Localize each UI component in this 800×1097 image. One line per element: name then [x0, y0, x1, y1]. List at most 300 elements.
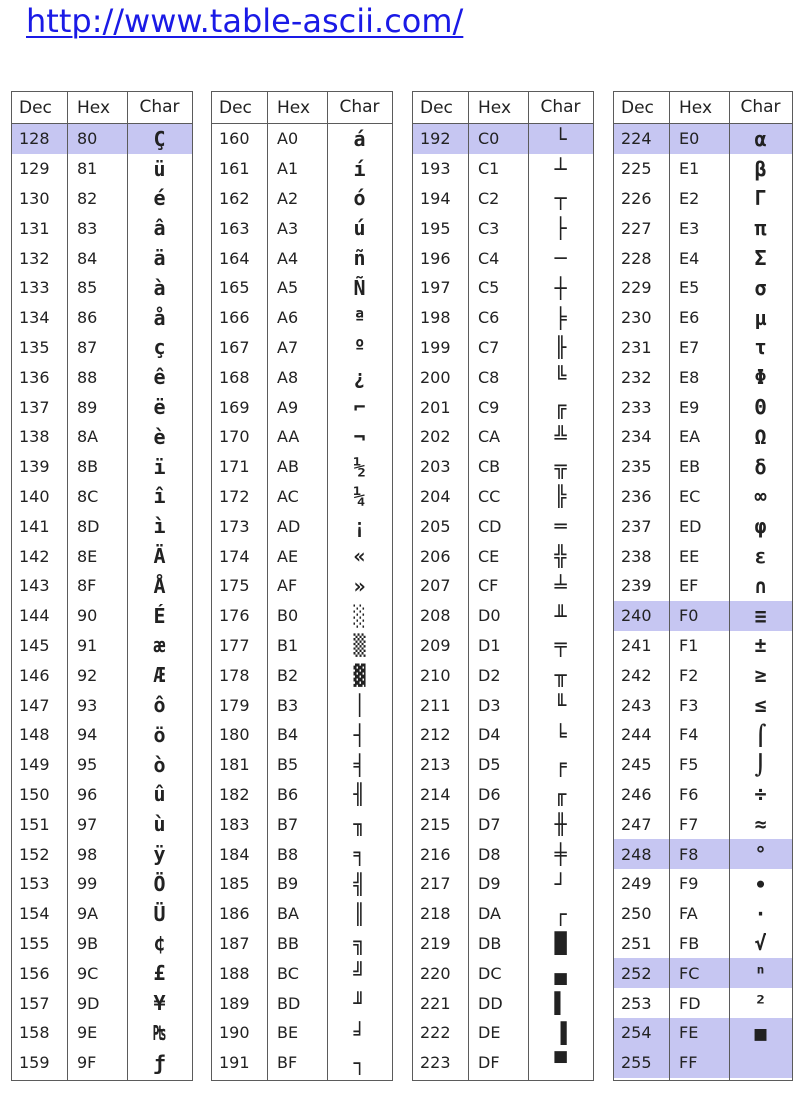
- hex-cell: E2: [679, 188, 700, 208]
- hex-cell: C2: [478, 188, 500, 208]
- dec-cell: 213: [420, 755, 451, 775]
- table-row: [12, 422, 192, 452]
- hex-cell: 91: [77, 635, 98, 655]
- dec-cell: 229: [621, 278, 652, 298]
- hex-cell: FD: [679, 993, 701, 1013]
- dec-cell: 135: [19, 337, 50, 357]
- char-cell: ü: [153, 156, 166, 181]
- char-cell: ∞: [754, 484, 767, 509]
- char-cell: ╕: [353, 842, 366, 867]
- dec-cell: 235: [621, 457, 652, 477]
- table-row: [12, 988, 192, 1018]
- dec-cell: 187: [219, 933, 250, 953]
- hex-cell: AB: [277, 457, 299, 477]
- char-cell: ╓: [554, 782, 567, 807]
- table-row: [212, 511, 392, 541]
- hex-cell: AE: [277, 546, 299, 566]
- hex-cell: 95: [77, 755, 98, 775]
- table-row: [614, 541, 792, 571]
- char-cell: │: [353, 693, 366, 718]
- hex-cell: DA: [478, 904, 501, 924]
- char-cell: °: [754, 842, 767, 867]
- dec-cell: 255: [621, 1053, 652, 1073]
- hex-cell: 99: [77, 874, 98, 894]
- hex-cell: E0: [679, 129, 700, 149]
- table-row: [212, 392, 392, 422]
- char-cell: ░: [353, 603, 366, 628]
- table-row: [212, 1018, 392, 1048]
- char-cell: σ: [754, 275, 767, 300]
- table-row: [12, 660, 192, 690]
- dec-cell: 159: [19, 1053, 50, 1073]
- char-cell: ₧: [153, 1020, 166, 1045]
- column-header-hex: Hex: [277, 97, 311, 118]
- hex-cell: 93: [77, 695, 98, 715]
- table-row: [12, 1048, 192, 1078]
- char-cell: ò: [153, 752, 166, 777]
- table-row: [413, 929, 593, 959]
- char-cell: î: [153, 484, 166, 509]
- hex-cell: A5: [277, 278, 299, 298]
- hex-cell: EF: [679, 576, 699, 596]
- hex-cell: 83: [77, 218, 98, 238]
- dec-cell: 253: [621, 993, 652, 1013]
- char-cell: Å: [153, 573, 166, 598]
- hex-cell: F8: [679, 844, 699, 864]
- char-cell: å: [153, 305, 166, 330]
- hex-cell: CB: [478, 457, 501, 477]
- table-row: [413, 184, 593, 214]
- table-row: [12, 839, 192, 869]
- char-cell: é: [153, 186, 166, 211]
- table-row: [614, 184, 792, 214]
- table-row: [12, 482, 192, 512]
- column-divider: [127, 92, 128, 1080]
- dec-cell: 179: [219, 695, 250, 715]
- dec-cell: 234: [621, 427, 652, 447]
- dec-cell: 212: [420, 725, 451, 745]
- table-row: [614, 1048, 792, 1078]
- table-row: [614, 988, 792, 1018]
- table-row: [614, 422, 792, 452]
- char-cell: ö: [153, 722, 166, 747]
- hex-cell: 90: [77, 606, 98, 626]
- hex-cell: C9: [478, 397, 500, 417]
- column-divider: [468, 92, 469, 1080]
- hex-cell: D7: [478, 814, 501, 834]
- table-row: [12, 303, 192, 333]
- hex-cell: B2: [277, 665, 299, 685]
- dec-cell: 151: [19, 814, 50, 834]
- dec-cell: 186: [219, 904, 250, 924]
- hex-cell: AF: [277, 576, 298, 596]
- char-cell: ≈: [754, 812, 767, 837]
- char-cell: Æ: [153, 663, 166, 688]
- char-cell: ▌: [554, 991, 567, 1015]
- table-row: [413, 601, 593, 631]
- table-row: [212, 869, 392, 899]
- hex-cell: F5: [679, 755, 699, 775]
- hex-cell: CD: [478, 516, 502, 536]
- char-cell: £: [153, 961, 166, 986]
- column-header-dec: Dec: [19, 97, 52, 118]
- dec-cell: 143: [19, 576, 50, 596]
- table-row: [614, 958, 792, 988]
- table-row: [413, 422, 593, 452]
- char-cell: ╢: [353, 782, 366, 807]
- table-row: [212, 273, 392, 303]
- hex-cell: DF: [478, 1053, 500, 1073]
- dec-cell: 242: [621, 665, 652, 685]
- table-row: [413, 631, 593, 661]
- table-row: [12, 720, 192, 750]
- table-row: [614, 899, 792, 929]
- hex-cell: E9: [679, 397, 700, 417]
- char-cell: ┴: [554, 156, 567, 181]
- dec-cell: 205: [420, 516, 451, 536]
- ascii-table-224-255: [613, 91, 793, 1081]
- table-row: [413, 213, 593, 243]
- dec-cell: 196: [420, 248, 451, 268]
- hex-cell: 9E: [77, 1023, 98, 1043]
- dec-cell: 180: [219, 725, 250, 745]
- hex-cell: D8: [478, 844, 501, 864]
- hex-cell: D2: [478, 665, 501, 685]
- char-cell: √: [754, 931, 767, 956]
- hex-cell: E3: [679, 218, 700, 238]
- table-row: [413, 750, 593, 780]
- dec-cell: 231: [621, 337, 652, 357]
- dec-cell: 236: [621, 486, 652, 506]
- table-row: [413, 690, 593, 720]
- table-header: [212, 92, 392, 124]
- table-row: [212, 660, 392, 690]
- hex-cell: A2: [277, 188, 299, 208]
- hex-cell: C6: [478, 308, 500, 328]
- table-row: [413, 273, 593, 303]
- char-cell: ª: [353, 305, 366, 330]
- table-row: [614, 1018, 792, 1048]
- char-cell: ▀: [554, 1050, 567, 1075]
- table-row: [12, 601, 192, 631]
- table-row: [413, 541, 593, 571]
- char-cell: ·: [754, 901, 767, 926]
- dec-cell: 199: [420, 337, 451, 357]
- char-cell: É: [153, 603, 166, 628]
- hex-cell: E1: [679, 159, 700, 179]
- char-cell: ì: [153, 514, 166, 539]
- table-row: [12, 571, 192, 601]
- table-row: [212, 809, 392, 839]
- table-row: [212, 1048, 392, 1078]
- char-cell: á: [353, 126, 366, 151]
- hex-cell: DC: [478, 963, 502, 983]
- char-cell: ┌: [554, 901, 567, 926]
- hex-cell: 88: [77, 367, 98, 387]
- table-row: [212, 422, 392, 452]
- hex-cell: B1: [277, 635, 299, 655]
- hex-cell: D4: [478, 725, 501, 745]
- dec-cell: 251: [621, 933, 652, 953]
- char-cell: Ä: [153, 544, 166, 569]
- table-row: [212, 750, 392, 780]
- table-row: [212, 303, 392, 333]
- char-cell: ù: [153, 812, 166, 837]
- dec-cell: 178: [219, 665, 250, 685]
- table-row: [614, 392, 792, 422]
- table-row: [212, 720, 392, 750]
- char-cell: ╝: [353, 961, 366, 986]
- table-row: [212, 333, 392, 363]
- hex-cell: F9: [679, 874, 699, 894]
- char-cell: µ: [754, 305, 767, 330]
- char-cell: ╬: [554, 544, 567, 569]
- hex-cell: 81: [77, 159, 98, 179]
- table-row: [12, 333, 192, 363]
- hex-cell: B9: [277, 874, 299, 894]
- site-url-link[interactable]: http://www.table-ascii.com/: [26, 2, 464, 40]
- dec-cell: 141: [19, 516, 50, 536]
- char-cell: ≡: [754, 603, 767, 628]
- dec-cell: 155: [19, 933, 50, 953]
- table-row: [614, 839, 792, 869]
- char-cell: ╗: [353, 931, 366, 956]
- table-header: [614, 92, 792, 124]
- table-row: [614, 452, 792, 482]
- dec-cell: 226: [621, 188, 652, 208]
- hex-cell: D6: [478, 784, 501, 804]
- dec-cell: 169: [219, 397, 250, 417]
- hex-cell: D3: [478, 695, 501, 715]
- dec-cell: 173: [219, 516, 250, 536]
- char-cell: û: [153, 782, 166, 807]
- table-row: [614, 154, 792, 184]
- char-cell: »: [353, 573, 366, 598]
- char-cell: ⌐: [353, 395, 366, 420]
- dec-cell: 247: [621, 814, 652, 834]
- dec-cell: 254: [621, 1023, 652, 1043]
- hex-cell: 97: [77, 814, 98, 834]
- table-row: [12, 213, 192, 243]
- table-row: [413, 1048, 593, 1078]
- table-row: [614, 273, 792, 303]
- hex-cell: CE: [478, 546, 500, 566]
- table-row: [12, 511, 192, 541]
- dec-cell: 223: [420, 1053, 451, 1073]
- table-row: [12, 273, 192, 303]
- char-cell: ∩: [754, 573, 767, 598]
- dec-cell: 225: [621, 159, 652, 179]
- dec-cell: 200: [420, 367, 451, 387]
- hex-cell: B0: [277, 606, 299, 626]
- dec-cell: 183: [219, 814, 250, 834]
- char-cell: φ: [754, 514, 767, 539]
- hex-cell: C8: [478, 367, 500, 387]
- char-cell: Ñ: [353, 275, 366, 300]
- dec-cell: 168: [219, 367, 250, 387]
- hex-cell: 8F: [77, 576, 97, 596]
- char-cell: Φ: [754, 365, 767, 390]
- hex-cell: 8C: [77, 486, 99, 506]
- char-cell: ⌠: [754, 722, 767, 747]
- dec-cell: 201: [420, 397, 451, 417]
- dec-cell: 185: [219, 874, 250, 894]
- hex-cell: C3: [478, 218, 500, 238]
- char-cell: ÿ: [153, 842, 166, 867]
- hex-cell: AD: [277, 516, 301, 536]
- dec-cell: 148: [19, 725, 50, 745]
- dec-cell: 175: [219, 576, 250, 596]
- table-row: [413, 124, 593, 154]
- char-cell: ó: [353, 186, 366, 211]
- column-header-hex: Hex: [679, 97, 713, 118]
- table-row: [212, 362, 392, 392]
- hex-cell: B4: [277, 725, 299, 745]
- dec-cell: 188: [219, 963, 250, 983]
- table-row: [12, 541, 192, 571]
- char-cell: Σ: [754, 246, 767, 271]
- hex-cell: 82: [77, 188, 98, 208]
- char-cell: [729, 1048, 792, 1078]
- dec-cell: 131: [19, 218, 50, 238]
- char-cell: ¢: [153, 931, 166, 956]
- table-row: [614, 303, 792, 333]
- column-divider: [67, 92, 68, 1080]
- dec-cell: 149: [19, 755, 50, 775]
- ascii-table-160-191: [211, 91, 393, 1081]
- char-cell: ╔: [554, 395, 567, 420]
- char-cell: ╘: [554, 722, 567, 747]
- table-row: [12, 184, 192, 214]
- dec-cell: 136: [19, 367, 50, 387]
- hex-cell: BE: [277, 1023, 299, 1043]
- table-row: [413, 899, 593, 929]
- dec-cell: 246: [621, 784, 652, 804]
- dec-cell: 217: [420, 874, 451, 894]
- table-row: [614, 660, 792, 690]
- char-cell: í: [353, 156, 366, 181]
- dec-cell: 140: [19, 486, 50, 506]
- char-cell: Ü: [153, 901, 166, 926]
- char-cell: ½: [353, 454, 366, 479]
- column-divider: [528, 92, 529, 1080]
- table-row: [212, 839, 392, 869]
- dec-cell: 152: [19, 844, 50, 864]
- hex-cell: EB: [679, 457, 701, 477]
- hex-cell: C0: [478, 129, 500, 149]
- char-cell: æ: [153, 633, 166, 658]
- table-row: [413, 869, 593, 899]
- column-divider: [267, 92, 268, 1080]
- char-cell: à: [153, 275, 166, 300]
- table-row: [212, 690, 392, 720]
- table-row: [212, 929, 392, 959]
- column-divider: [729, 92, 730, 1080]
- hex-cell: 8D: [77, 516, 100, 536]
- dec-cell: 195: [420, 218, 451, 238]
- hex-cell: BF: [277, 1053, 298, 1073]
- table-row: [212, 988, 392, 1018]
- char-cell: ê: [153, 365, 166, 390]
- dec-cell: 145: [19, 635, 50, 655]
- dec-cell: 172: [219, 486, 250, 506]
- hex-cell: DB: [478, 933, 502, 953]
- char-cell: ║: [353, 901, 366, 926]
- char-cell: ╨: [554, 603, 567, 628]
- hex-cell: FA: [679, 904, 698, 924]
- char-cell: ┬: [554, 186, 567, 211]
- table-row: [614, 213, 792, 243]
- hex-cell: CA: [478, 427, 501, 447]
- table-row: [413, 1018, 593, 1048]
- char-cell: ┘: [554, 871, 567, 896]
- dec-cell: 189: [219, 993, 250, 1013]
- hex-cell: 84: [77, 248, 98, 268]
- char-cell: ≥: [754, 663, 767, 688]
- table-row: [614, 750, 792, 780]
- dec-cell: 132: [19, 248, 50, 268]
- dec-cell: 146: [19, 665, 50, 685]
- dec-cell: 158: [19, 1023, 50, 1043]
- char-cell: ╫: [554, 812, 567, 837]
- hex-cell: F1: [679, 635, 699, 655]
- char-cell: ═: [554, 514, 567, 539]
- char-cell: ⌡: [754, 752, 767, 777]
- char-cell: ï: [153, 454, 166, 479]
- hex-cell: 9D: [77, 993, 100, 1013]
- hex-cell: F2: [679, 665, 699, 685]
- table-row: [212, 958, 392, 988]
- char-cell: ÷: [754, 782, 767, 807]
- dec-cell: 203: [420, 457, 451, 477]
- hex-cell: A7: [277, 337, 299, 357]
- char-cell: ▓: [353, 663, 366, 688]
- dec-cell: 245: [621, 755, 652, 775]
- dec-cell: 128: [19, 129, 50, 149]
- hex-cell: 8A: [77, 427, 99, 447]
- table-row: [413, 482, 593, 512]
- hex-cell: 8E: [77, 546, 98, 566]
- dec-cell: 171: [219, 457, 250, 477]
- hex-cell: D5: [478, 755, 501, 775]
- table-row: [413, 452, 593, 482]
- table-row: [413, 333, 593, 363]
- char-cell: ─: [554, 246, 567, 271]
- hex-cell: EE: [679, 546, 700, 566]
- table-row: [12, 750, 192, 780]
- hex-cell: BC: [277, 963, 299, 983]
- dec-cell: 249: [621, 874, 652, 894]
- dec-cell: 198: [420, 308, 451, 328]
- hex-cell: ED: [679, 516, 702, 536]
- char-cell: α: [754, 126, 767, 151]
- table-row: [413, 362, 593, 392]
- hex-cell: D9: [478, 874, 501, 894]
- dec-cell: 206: [420, 546, 451, 566]
- table-row: [212, 899, 392, 929]
- char-cell: ⁿ: [754, 961, 767, 986]
- hex-cell: 85: [77, 278, 98, 298]
- table-row: [614, 809, 792, 839]
- table-row: [12, 362, 192, 392]
- dec-cell: 177: [219, 635, 250, 655]
- dec-cell: 233: [621, 397, 652, 417]
- dec-cell: 166: [219, 308, 250, 328]
- dec-cell: 230: [621, 308, 652, 328]
- table-row: [614, 869, 792, 899]
- char-cell: Ω: [754, 424, 767, 449]
- hex-cell: E8: [679, 367, 700, 387]
